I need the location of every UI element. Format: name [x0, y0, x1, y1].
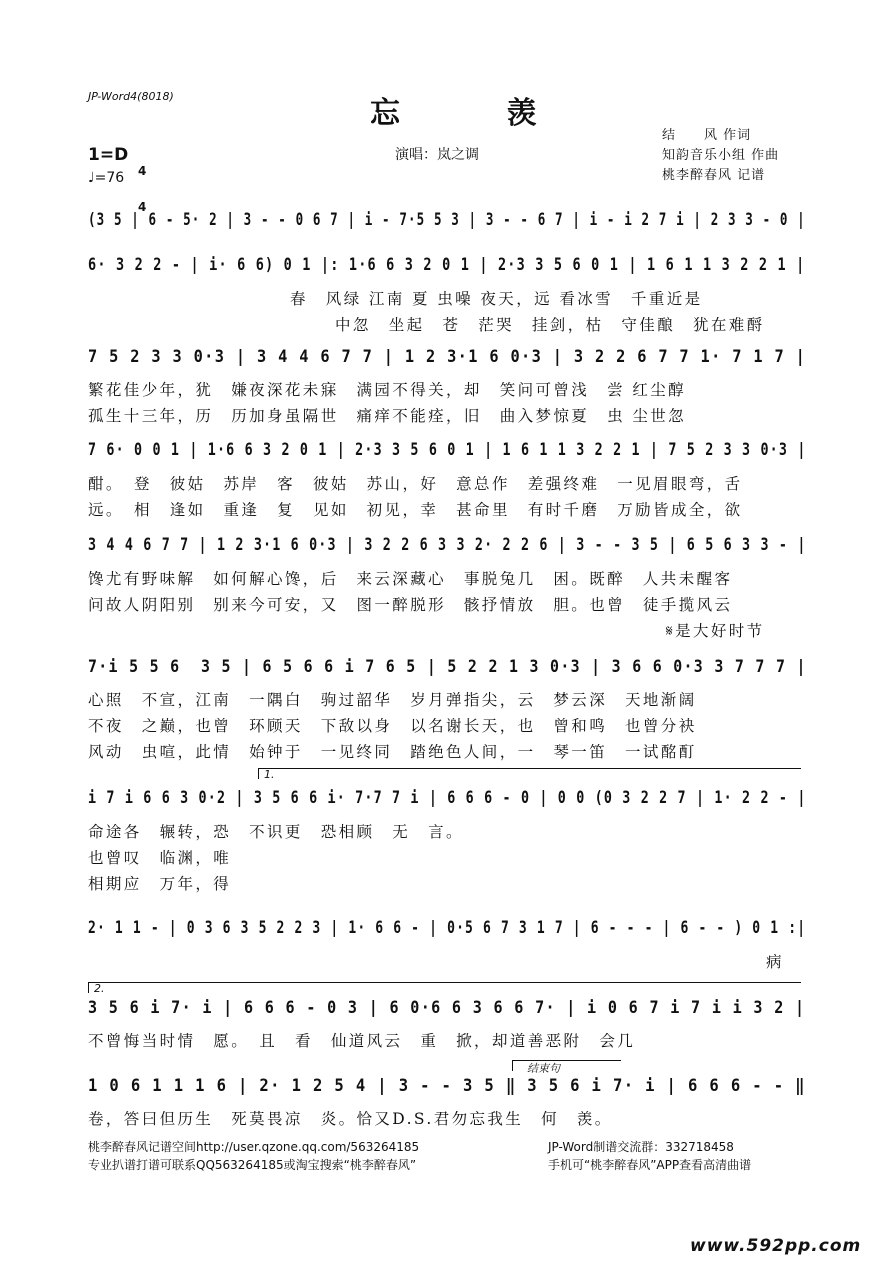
notation-line: 3 5 6 i 7· i | 6 6 6 - 0 3 | 6 0·6 6 3 6 6 7· | i 0 6 7 i 7 i i 3 2 | — [88, 998, 806, 1018]
footer-app: 手机可“桃李醉春风”APP查看高清曲谱 — [548, 1158, 752, 1172]
lyric-line: 酣。 登 彼姑 苏岸 客 彼姑 苏山，好 意总作 差强终难 一见眉眼弯，舌 — [88, 475, 743, 493]
lyric-line: 也曾叹 临渊，唯 — [88, 849, 232, 867]
lyric-line: 卷，答曰但历生 死莫畏凉 炎。恰又D.S.君勿忘我生 何 羡。 — [88, 1110, 613, 1128]
notation-line: i 7 i 6 6 3 0·2 | 3 5 6 6 i· 7·7 7 i | 6 6 6 - 0 | 0 0 (0 3 2 2 7 | 1· 2 2 - | — [88, 788, 807, 808]
lyric-line: 不夜 之巅，也曾 环顾天 下敌以身 以名谢长天，也 曾和鸣 也曾分袂 — [88, 717, 697, 735]
lyric-line: 春 风绿 江南 夏 虫噪 夜天，远 看冰雪 千重近是 — [290, 290, 703, 308]
volta-label: 2. — [94, 982, 105, 995]
tempo-marking: ♩=76 — [88, 170, 125, 186]
notation-line: (3 5 | 6 - 5· 2 | 3 - - 0 6 7 | i - 7·5 5 3 | 3 - - 6 7 | i - i 2 7 i | 2 3 3 - 0 | — [88, 210, 806, 230]
notation-line: 7 6· 0 0 1 | 1·6 6 3 2 0 1 | 2·3 3 5 6 0 1 | 1 6 1 1 3 2 2 1 | 7 5 2 3 3 0·3 | — [88, 440, 807, 460]
notation-line: 3 4 4 6 7 7 | 1 2 3·1 6 0·3 | 3 2 2 6 3 3 2· 2 2 6 | 3 - - 3 5 | 6 5 6 3 3 - | — [88, 535, 807, 555]
notation-line: 2· 1 1 - | 0 3 6 3 5 2 2 3 | 1· 6 6 - | 0·5 6 7 3 1 7 | 6 - - - | 6 - - ) 0 1 :| — [88, 918, 807, 938]
lyric-line: 孤生十三年，历 历加身虽隔世 痛痒不能痊，旧 曲入梦惊夏 虫 尘世忽 — [88, 407, 687, 425]
composer-credit: 知韵音乐小组 作曲 — [662, 148, 780, 163]
lyric-line: 馋尤有野味解 如何解心馋，后 来云深藏心 事脱兔几 困。既醉 人共未醒客 — [88, 570, 733, 588]
singer-credit: 演唱：岚之调 — [395, 147, 479, 163]
footer-contact: 专业扒谱打谱可联系QQ563264185或淘宝搜索“桃李醉春风” — [88, 1158, 417, 1172]
volta-bracket — [258, 768, 801, 779]
volta-bracket — [88, 982, 801, 993]
lyric-line: 中忽 坐起 苍 茫哭 挂剑，枯 守佳酿 犹在难酹 — [335, 316, 765, 334]
segno-lyric: 𝄋是大好时节 — [666, 622, 765, 640]
coda-label: 结束句 — [527, 1062, 560, 1075]
website-watermark[interactable]: www.592pp.com — [690, 1236, 862, 1256]
time-sig-top: 4 — [138, 164, 147, 178]
notation-line: 7·i 5 5 6 3 5 | 6 5 6 6 i 7 6 5 | 5 2 2 1 3 0·3 | 3 6 6 0·3 3 7 7 7 | — [88, 657, 807, 677]
notation-line: 7 5 2 3 3 0·3 | 3 4 4 6 7 7 | 1 2 3·1 6 0·3 | 3 2 2 6 7 7 1· 7 1 7 | — [88, 347, 807, 367]
lyric-line: 命途各 辗转，恐 不识更 恐相顾 无 言。 — [88, 823, 464, 841]
lyric-line: 心照 不宣，江南 一隅白 驹过韶华 岁月弹指尖，云 梦云深 天地渐阔 — [88, 691, 697, 709]
lyric-line: 风动 虫喧，此情 始钟于 一见终同 踏绝色人间，一 琴一笛 一试酩酊 — [88, 743, 697, 761]
notation-line: 1 0 6 1 1 1 6 | 2· 1 2 5 4 | 3 - - 3 5 ‖ 3 5 6 i 7· i | 6 6 6 - - ‖ — [88, 1076, 806, 1096]
footer-qzone-link[interactable]: 桃李醉春风记谱空间http://user.qzone.qq.com/563264185 — [88, 1140, 420, 1154]
volta-label: 1. — [264, 768, 275, 781]
lyric-line: 繁花佳少年，犹 嫌夜深花未寐 满园不得关，却 笑问可曾浅 尝 红尘醇 — [88, 381, 687, 399]
key-signature: 1=D — [88, 145, 129, 165]
transcriber-credit: 桃李醉春风 记谱 — [662, 168, 766, 183]
page-title: 忘 羡 — [370, 96, 585, 131]
lyric-line: 相期应 万年，得 — [88, 875, 232, 893]
notation-line: 6· 3 2 2 - | i· 6 6) 0 1 |: 1·6 6 3 2 0 1 | 2·3 3 5 6 0 1 | 1 6 1 1 3 2 2 1 | — [88, 255, 806, 275]
lyric-line: 不曾悔当时情 愿。 且 看 仙道风云 重 掀，却道善恶附 会几 — [88, 1032, 636, 1050]
footer-group: JP-Word制谱交流群：332718458 — [548, 1140, 734, 1154]
lyric-line: 问故人阴阳别 别来今可安，又 图一醉脱形 骸抒情放 胆。也曾 徒手揽风云 — [88, 596, 733, 614]
software-label: JP-Word4(8018) — [88, 90, 174, 103]
lyric-line: 远。 相 逢如 重逢 复 见如 初见，幸 甚命里 有时千磨 万励皆成全，欲 — [88, 501, 743, 519]
lyricist-credit: 结 风 作词 — [662, 128, 752, 143]
lyric-line: 病 — [766, 953, 784, 971]
time-sig-bottom: 4 — [138, 200, 147, 214]
